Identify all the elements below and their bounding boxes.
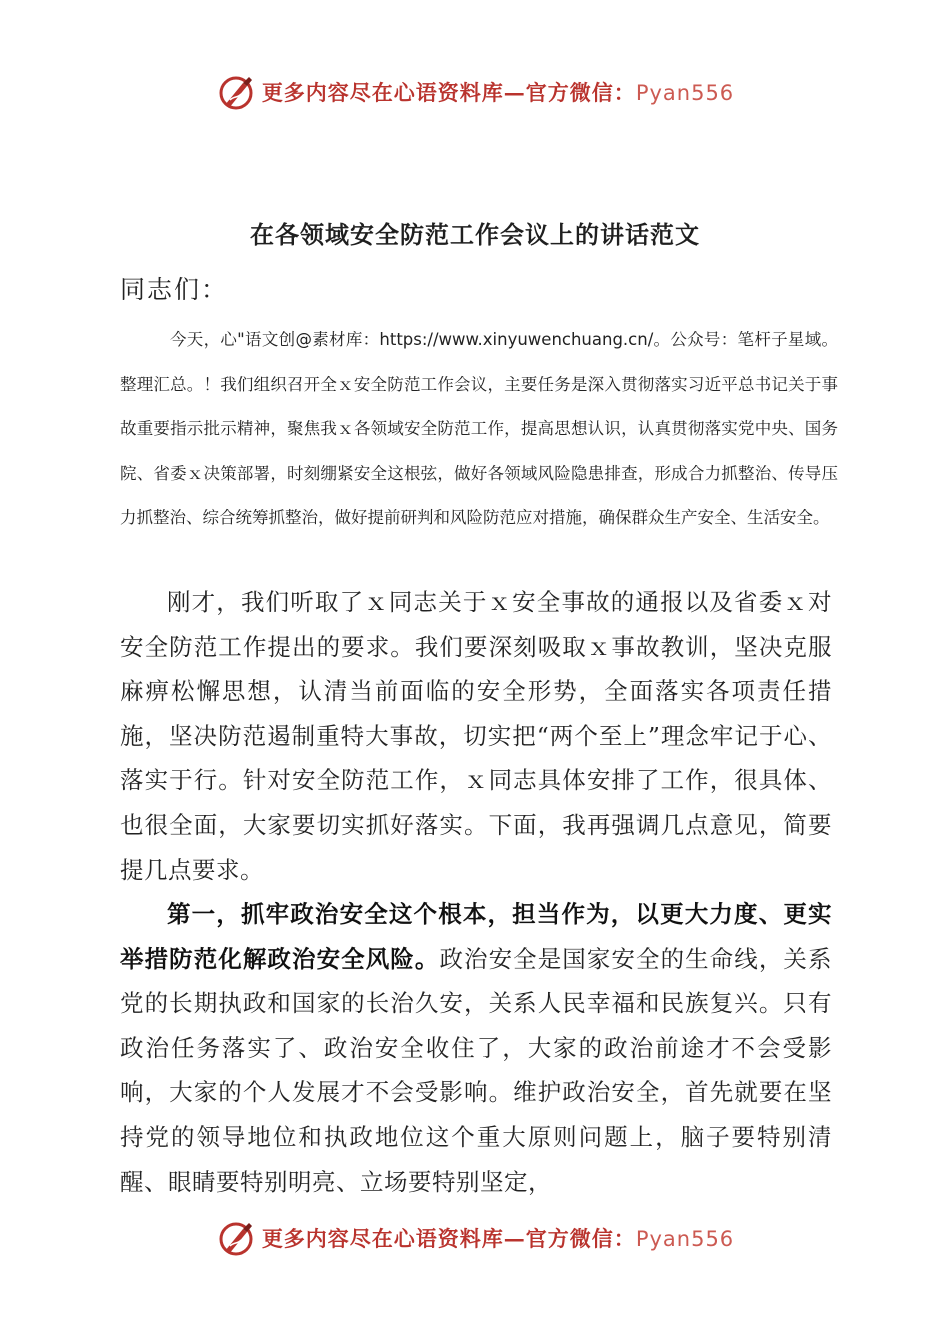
paragraph-3-body: 政治安全是国家安全的生命线，关系党的长期执政和国家的长治久安，关系人民幸福和民族复兴。只有政治任务落实了、政治安全收住了，大家的政治前途才不会受影响，大家的个人发展才不会受影响。维护政治安全，首先就要在坚持党的领导地位和执政地位这个重大原则问题上，脑子要特别清醒、眼睛要特别明亮、立场要特别坚定，	[120, 944, 833, 1196]
watermark-header	[0, 70, 950, 114]
watermark-id: Pyan556	[635, 81, 735, 105]
paragraph-3-lead: 第一，抓牢政治安全这个根本，担当作为，以更大力度、更实举措防范化解政治安全风险。	[120, 900, 832, 973]
watermark-id: Pyan556	[635, 1227, 735, 1251]
intro-paragraph: 今天，心"语文创@素材库：https://www.xinyuwenchuang.cn/。公众号：笔杆子星域。整理汇总。！我们组织召开全ｘ安全防范工作会议，主要任务是深入贯彻落实习近平总书记关于事故重要指示批示精神，聚焦我ｘ各领域安全防范工作，提高思想认识，认真贯彻落实党中央、国务院、省委ｘ决策部署，时刻绷紧安全这根弦，做好各领域风险隐患排查，形成合力抓整治、传导压力抓整治、综合统筹抓整治，做好提前研判和风险防范应对措施，确保群众生产安全、生活安全。	[120, 330, 838, 527]
paragraph-3	[120, 892, 832, 1204]
document-title: 在各领域安全防范工作会议上的讲话范文	[250, 220, 700, 249]
watermark-text: 更多内容尽在心语资料库—官方微信：Pyan556	[261, 80, 735, 105]
pen-logo-icon	[216, 72, 256, 112]
salutation: 同志们：	[120, 275, 229, 304]
paragraph-2: 刚才，我们听取了ｘ同志关于ｘ安全事故的通报以及省委ｘ对安全防范工作提出的要求。我们要深刻吸取ｘ事故教训，坚决克服麻痹松懈思想，认清当前面临的安全形势，全面落实各项责任措施，坚决防范遏制重特大事故，切实把“两个至上”理念牢记于心、落实于行。针对安全防范工作，ｘ同志具体安排了工作，很具体、也很全面，大家要切实抓好落实。下面，我再强调几点意见，简要提几点要求。	[120, 588, 832, 884]
watermark-text: 更多内容尽在心语资料库—官方微信：Pyan556	[261, 1226, 735, 1251]
watermark-footer	[0, 1216, 950, 1260]
pen-logo-icon	[216, 1218, 256, 1258]
